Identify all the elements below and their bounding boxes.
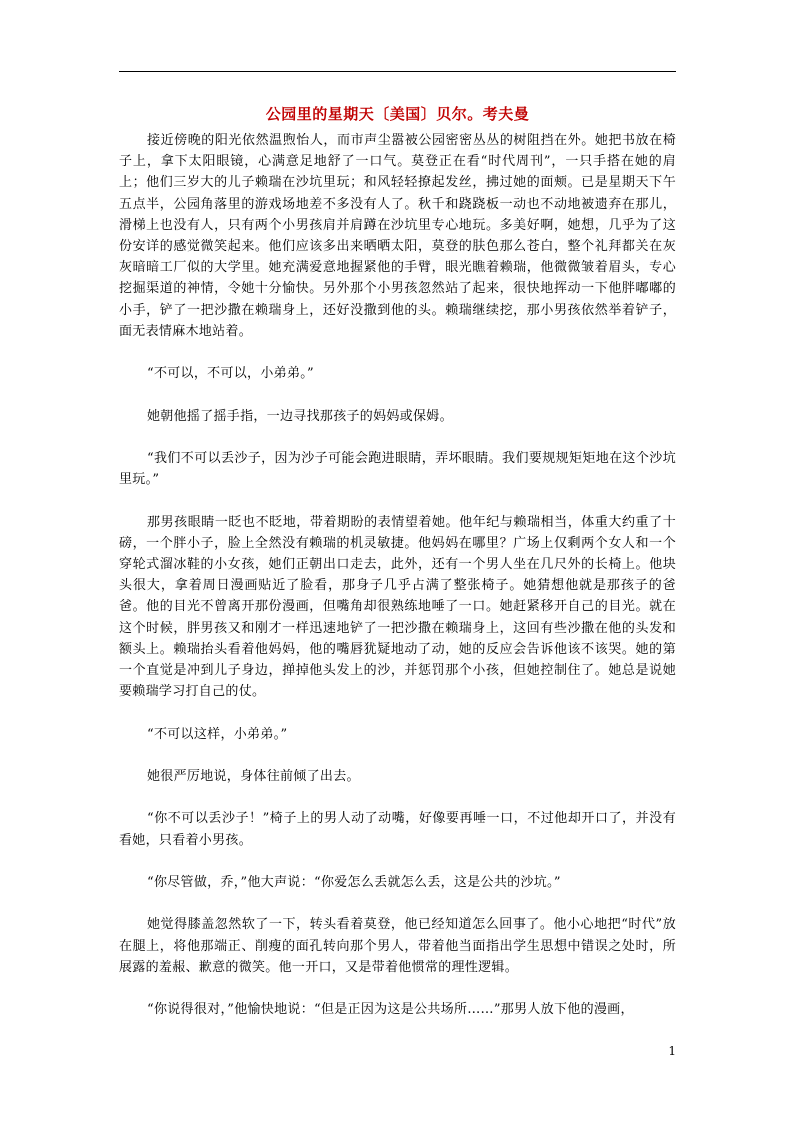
paragraph-1: 接近傍晚的阳光依然温煦怡人，而市声尘嚣被公园密密丛丛的树阻挡在外。她把书放在椅子上，拿下太阳眼镜，心满意足地舒了一口气。莫登正在看“时代周刊”，一只手搭在她的肩上；他们三岁大的儿子赖瑞在沙坑里玩；和风轻轻撩起发丝，拂过她的面颊。已是星期天下午五点半，公园角落里的游戏场地差不多没有人了。秋千和跷跷板一动也不动地被遗弃在那儿，滑梯上也没有人，只有两个小男孩肩并肩蹲在沙坑里专心地玩。多美好啊，她想，几乎为了这份安详的感觉微笑起来。他们应该多出来晒晒太阳，莫登的肤色那么苍白，整个礼拜都关在灰灰暗暗工厂似的大学里。她充满爱意地握紧他的手臂，眼光瞧着赖瑞，他微微皱着眉头，专心挖掘渠道的神情，令她十分愉快。另外那个小男孩忽然站了起来，很快地挥动一下他胖嘟嘟的小手，铲了一把沙撒在赖瑞身上，还好没撒到他的头。赖瑞继续挖，那小男孩依然举着铲子，面无表情麻木地站着。 [119,133,676,339]
paragraph-10: 她觉得膝盖忽然软了一下，转头看着莫登，他已经知道怎么回事了。他小心地把“时代”放在腿上，将他那端正、削瘦的面孔转向那个男人，带着他当面指出学生思想中错误之处时，所展露的羞赧、歉意的微笑。他一开口，又是带着他惯常的理性逻辑。 [119,917,676,975]
paragraph-5: 那男孩眼睛一眨也不眨地，带着期盼的表情望着她。他年纪与赖瑞相当，体重大约重了十磅，一个胖小子，脸上全然没有赖瑞的机灵敏捷。他妈妈在哪里？广场上仅剩两个女人和一个穿轮式溜冰鞋的小女孩，她们正朝出口走去，此外，还有一个男人坐在几尺外的长椅上。他块头很大，拿着周日漫画贴近了脸看，那身子几乎占满了整张椅子。她猜想他就是那孩子的爸爸。他的目光不曾离开那份漫画，但嘴角却很熟练地唾了一口。她赶紧移开自己的目光。就在这个时候，胖男孩又和刚才一样迅速地铲了一把沙撒在赖瑞身上，这回有些沙撒在他的头发和额头上。赖瑞抬头看着他妈妈，他的嘴唇犹疑地动了动，她的反应会告诉他该不该哭。她的第一个直觉是冲到儿子身边，掸掉他头发上的沙，并惩罚那个小孩，但她控制住了。她总是说她要赖瑞学习打自己的仗。 [119,514,676,700]
paragraph-7: 她很严厉地说，身体往前倾了出去。 [147,769,360,784]
paragraph-8: “你不可以丢沙子！”椅子上的男人动了动嘴，好像要再唾一口，不过他却开口了，并没有看她，只看着小男孩。 [119,811,676,848]
paragraph-2: “不可以，不可以，小弟弟。” [147,366,314,382]
paragraph-3: 她朝他摇了摇手指，一边寻找那孩子的妈妈或保姆。 [147,408,453,424]
document-title: 公园里的星期天〔美国〕贝尔。考夫曼 [265,105,530,123]
paragraph-11: “你说得很对，”他愉快地说：“但是正因为这是公共场所……”那男人放下他的漫画， [147,1002,634,1018]
page-number: 1 [668,1044,676,1058]
paragraph-9: “你尽管做，乔，”他大声说：“你爱怎么丢就怎么丢，这是公共的沙坑。” [147,874,561,890]
header-rule [119,71,676,72]
paragraph-6: “不可以这样，小弟弟。” [147,726,288,742]
document-body [119,130,676,1020]
paragraph-4: “我们不可以丢沙子，因为沙子可能会跑进眼睛，弄坏眼睛。我们要规规矩矩地在这个沙坑里玩。” [119,451,676,488]
